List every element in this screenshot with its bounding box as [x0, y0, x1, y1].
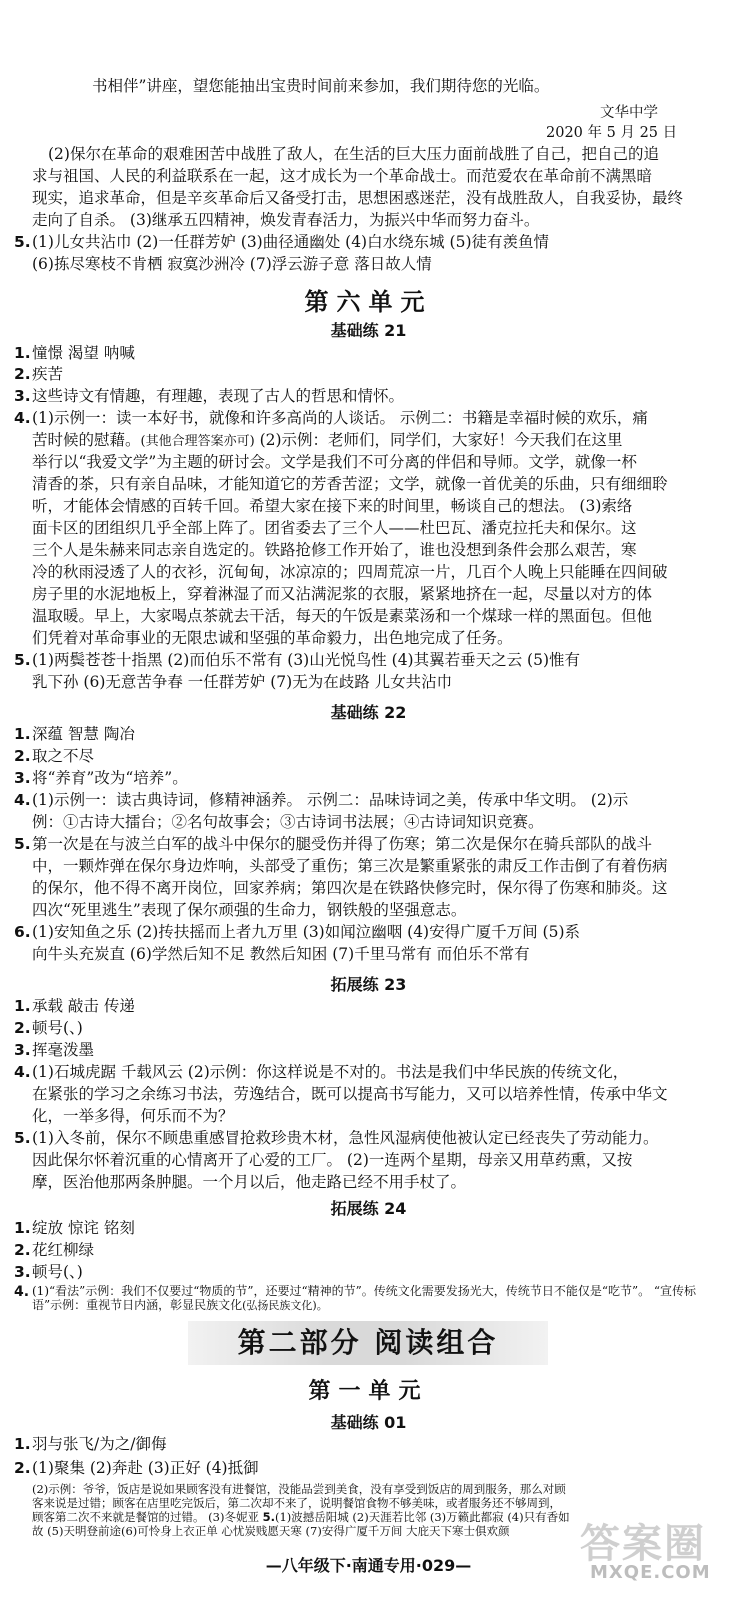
ex24-q4-block: [32, 1284, 722, 1313]
q4-line: 清香的茶，只有亲自品味，才能知道它的芳香苦涩；文学，就像一首优美的乐曲，只有细细聆: [32, 475, 668, 493]
question-number: 5.: [14, 651, 31, 669]
page-footer: —八年级下·南通专用·029—: [265, 1556, 472, 1575]
q4-line-part: 苦时候的慰藉。: [32, 431, 141, 449]
answer-line: 承载 敲击 传递: [32, 997, 135, 1015]
q4-line: (1)示例一：读一本好书，就像和许多高尚的人谈话。 示例二：书籍是幸福时候的欢乐，痛: [32, 409, 648, 427]
answer-line: 将“养育”改为“培养”。: [32, 769, 188, 787]
ex24-continued: [32, 1482, 572, 1538]
q4-line: 化，一举多得，何乐而不为？: [32, 1107, 234, 1125]
question-number: 2.: [14, 747, 31, 765]
answer-line: 深蕴 智慧 陶冶: [32, 725, 135, 743]
q5-line: 因此保尔怀着沉重的心情离开了心爱的工厂。 (2)一连两个星期，母亲又用草药熏，又按: [32, 1151, 633, 1169]
section-title: 拓展练 23: [330, 975, 407, 994]
question-number: 4.: [14, 791, 31, 809]
question-number: 4.: [14, 1284, 30, 1300]
q5-line: (1)入冬前，保尔不顾患重感冒抢救珍贵木材，急性风湿病使他被认定已经丧失了劳动能力。: [32, 1129, 659, 1147]
q4-line: 房子里的水泥地板上，穿着淋湿了而又沾满泥浆的衣服，紧紧地挤在一起，尽量以对方的体: [32, 585, 653, 603]
section-title: 基础练 01: [330, 1413, 407, 1432]
question-number: 2.: [14, 1241, 31, 1259]
question-number: 1.: [14, 725, 31, 743]
unit-title: 第六单元: [304, 288, 433, 316]
answer-line: 憧憬 渴望 呐喊: [32, 344, 135, 362]
part-banner: 第二部分 阅读组合: [188, 1321, 548, 1365]
answer-line: 顿号(、): [32, 1263, 83, 1281]
q4-line: (1)石城虎踞 千载风云 (2)示例：你这样说是不对的。书法是我们中华民族的传统文化，: [32, 1063, 629, 1081]
question-number: 5.: [14, 233, 31, 251]
q4-line: 例：①古诗大擂台；②名句故事会；③古诗词书法展；④古诗词知识竞赛。: [32, 813, 544, 831]
answer-line: 这些诗文有情趣，有理趣，表现了古人的哲思和情怀。: [32, 387, 405, 405]
q2-line: 现实，追求革命，但是辛亥革命后又备受打击，思想困惑迷茫，没有战胜敌人，自我妥协，最终: [32, 189, 684, 207]
question-number: 2.: [14, 1019, 31, 1037]
question-number: 5.: [14, 835, 31, 853]
q4-line: 举行以“我爱文学”为主题的研讨会。文学是我们不可分离的伴侣和导师。文学，就像一杯: [32, 453, 637, 471]
q4-note: (弘扬民族文化)。: [242, 1299, 328, 1312]
q4-line: 面卡区的团组织几乎全部上阵了。团省委去了三个人——杜巴瓦、潘克拉托夫和保尔。这: [32, 519, 637, 537]
q4-line: 味，或者服务还不够周到，顾客第二次不来就是餐馆的过错。 (3)冬妮亚: [32, 1496, 561, 1524]
q5-line: (6)可怜身上衣正单 心忧炭贱愿天寒 (7)安得广厦千万间 大庇天下寒士俱欢颜: [120, 1524, 510, 1538]
question-number: 6.: [14, 923, 31, 941]
q2-line: (2)保尔在革命的艰难困苦中战胜了敌人，在生活的巨大压力面前战胜了自己，把自己的追: [48, 145, 659, 163]
q5-line: 的保尔，他不得不离开岗位，回家养病；第四次是在铁路快修完时，保尔得了伤寒和肺炎。这: [32, 879, 668, 897]
answer-line: 疾苦: [32, 365, 64, 383]
q2-line: 求与祖国、人民的利益联系在一起，这才成长为一个革命战士。而范爱农在革命前不满黑暗: [32, 167, 653, 185]
q4-line: [32, 430, 623, 452]
q5-line: 四次“死里逃生”表现了保尔顽强的生命力，钢铁般的坚强意志。: [32, 901, 467, 919]
watermark-text: 答案圈: [580, 1521, 706, 1567]
question-number: 5.: [14, 1129, 31, 1147]
question-number: 1.: [14, 1219, 31, 1237]
answer-line: 顿号(、): [32, 1019, 83, 1037]
question-number: 1.: [14, 1435, 31, 1453]
q5-line: 第一次是在与波兰白军的战斗中保尔的腿受伤并得了伤寒；第二次是保尔在骑兵部队的战斗: [32, 835, 653, 853]
q5-line: (1)波撼岳阳城 (2)天涯若比邻 (3)万籁此都寂 (4)只有香如故 (5)天明登前途: [32, 1510, 570, 1538]
q4-note: (其他合理答案亦可): [140, 434, 255, 449]
q5-line: (1)两鬓苍苍十指黑 (2)而伯乐不常有 (3)山光悦鸟性 (4)其翼若垂天之云 (5)惟有: [32, 651, 580, 669]
question-number: 3.: [14, 769, 31, 787]
section-title: 拓展练 24: [330, 1199, 407, 1218]
q5-line: (6)拣尽寒枝不肯栖 寂寞沙洲冷 (7)浮云游子意 落日故人情: [32, 255, 432, 273]
question-number: 1.: [14, 344, 31, 362]
question-number: 3.: [14, 1263, 31, 1281]
q4-line: (2)示例：爷爷，饭店是说如果顾客没有进餐馆，没能品尝到美食，没有享受到饭店的周到服: [32, 1482, 497, 1496]
q5-line: 摩，医治他那两条肿腿。一个月以后，他走路已经不用手杖了。: [32, 1173, 467, 1191]
answer-line: 挥毫泼墨: [32, 1041, 95, 1059]
invitation-end-line: 书相伴”讲座，望您能抽出宝贵时间前来参加，我们期待您的光临。: [92, 77, 550, 95]
question-number: 1.: [14, 997, 31, 1015]
watermark-url: MXQE.COM: [590, 1562, 711, 1583]
question-number: 4.: [14, 1063, 31, 1081]
q5-line: 中，一颗炸弹在保尔身边炸响，头部受了重伤；第三次是繁重紧张的肃反工作击倒了有着伤病: [32, 857, 668, 875]
q4-line-part: (2)示例：老师们，同学们，大家好！今天我们在这里: [254, 431, 623, 449]
q4-line: 们凭着对革命事业的无限忠诚和坚强的革命毅力，出色地完成了任务。: [32, 629, 513, 647]
q4-line: 务，那么对顾客来说是过错；顾客在店里吃完饭后，第二次却不来了，说明餐馆食物不够美: [32, 1482, 566, 1510]
q5-line: (1)儿女共沾巾 (2)一任群芳妒 (3)曲径通幽处 (4)白水绕东城 (5)徒有羡鱼情: [32, 233, 549, 251]
signature: 文华中学: [600, 105, 658, 121]
q4-line: 统节日不能仅是“吃节”。 “宣传标语”示例：重视节日内涵，彰显民族文化: [32, 1284, 697, 1312]
q4-line: (1)“看法”示例：我们不仅要过“物质的节”，还要过“精神的节”。传统文化需要发扬光大，传: [32, 1284, 518, 1298]
section-title: 基础练 22: [330, 703, 407, 722]
q6-line: (1)安知鱼之乐 (2)抟扶摇而上者九万里 (3)如闻泣幽咽 (4)安得广厦千万间 (5)系: [32, 923, 580, 941]
answer-line: 羽与张飞/为之/御侮: [32, 1435, 167, 1453]
watermark-logo: [580, 1512, 730, 1592]
q4-line: 温取暖。早上，大家喝点茶就去干活，每天的午饭是素菜汤和一个煤球一样的黑面包。但他: [32, 607, 653, 625]
answer-line: 取之不尽: [32, 747, 95, 765]
unit-title: 第一单元: [308, 1379, 429, 1404]
q5-line: 乳下孙 (6)无意苦争春 一任群芳妒 (7)无为在歧路 儿女共沾巾: [32, 673, 453, 691]
q6-line: 向牛头充炭直 (6)学然后知不足 教然后知困 (7)千里马常有 而伯乐不常有: [32, 945, 530, 963]
q4-line: 在紧张的学习之余练习书法，劳逸结合，既可以提高书写能力，又可以培养性情，传承中华文: [32, 1085, 668, 1103]
question-number: 2.: [14, 365, 31, 383]
question-number: 3.: [14, 1041, 31, 1059]
section-title: 基础练 21: [330, 321, 407, 340]
answer-line: 花红柳绿: [32, 1241, 95, 1259]
q2-line: 走向了自杀。 (3)继承五四精神，焕发青春活力，为振兴中华而努力奋斗。: [32, 211, 540, 229]
answer-line: 绽放 惊诧 铭刻: [32, 1219, 135, 1237]
question-number: 5.: [262, 1510, 275, 1524]
date: 2020 年 5 月 25 日: [546, 125, 678, 141]
q4-line: 冷的秋雨浸透了人的衣衫，沉甸甸，冰凉凉的；四周荒凉一片，几百个人晚上只能睡在四间破: [32, 563, 668, 581]
question-number: 2.: [14, 1459, 31, 1477]
question-number: 4.: [14, 409, 31, 427]
q4-line: (1)示例一：读古典诗词，修精神涵养。 示例二：品味诗词之美，传承中华文明。 (2)示: [32, 791, 629, 809]
question-number: 3.: [14, 387, 31, 405]
answer-line: (1)聚集 (2)奔赴 (3)正好 (4)抵御: [32, 1459, 259, 1477]
q4-line: 听，才能体会情感的百转千回。希望大家在接下来的时间里，畅谈自己的想法。 (3)索络: [32, 497, 633, 515]
q4-line: 三个人是朱赫来同志亲自选定的。铁路抢修工作开始了，谁也没想到条件会那么艰苦，寒: [32, 541, 637, 559]
